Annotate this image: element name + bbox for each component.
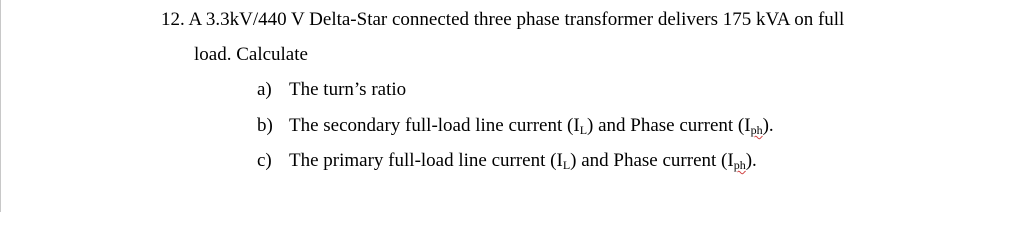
item-c-subscript-phase: ph	[733, 158, 746, 172]
list-marker-a: a)	[257, 79, 272, 100]
item-b-subscript-phase: ph	[750, 123, 763, 137]
item-b-subscript-line: L	[579, 123, 588, 137]
list-marker-c: c)	[257, 150, 272, 171]
question-text-line-2: load. Calculate	[194, 44, 308, 65]
list-marker-b: b)	[257, 115, 273, 136]
list-item-b-text	[289, 115, 774, 137]
item-c-text-mid: ) and Phase current (I	[570, 150, 734, 171]
item-c-text-before: The primary full-load line current (I	[289, 150, 563, 171]
item-b-text-mid: ) and Phase current (I	[587, 115, 751, 136]
item-b-text-end: ).	[762, 115, 774, 136]
item-b-text-before: The secondary full-load line current (I	[289, 115, 580, 136]
question-line-1	[161, 9, 844, 31]
item-c-text-end: ).	[745, 150, 757, 171]
question-number: 12.	[161, 9, 185, 30]
item-c-subscript-line: L	[562, 158, 571, 172]
list-item-c-text	[289, 150, 757, 172]
list-item-a-text: The turn’s ratio	[289, 79, 407, 100]
question-text-line-1: A 3.3kV/440 V Delta-Star connected three phase transformer delivers 175 kVA on full	[188, 9, 845, 30]
